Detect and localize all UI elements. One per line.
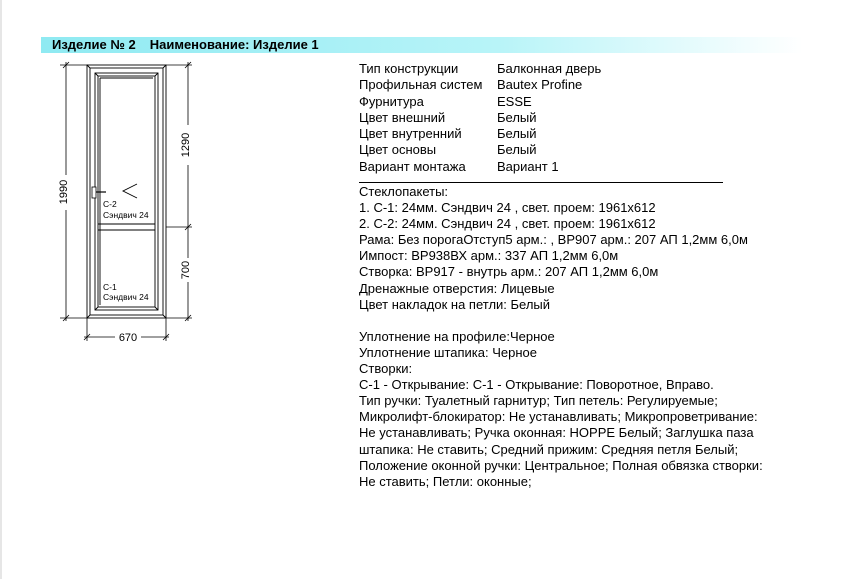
property-key: Цвет внешний bbox=[359, 109, 446, 125]
detail-line: Дренажные отверстия: Лицевые bbox=[359, 280, 555, 296]
detail-line: Створки: bbox=[359, 361, 413, 377]
property-value: ESSE bbox=[497, 93, 532, 109]
detail-line: Положение оконной ручки: Центральное; Полная обвязка створки: bbox=[359, 457, 763, 473]
detail-line: Стеклопакеты: bbox=[359, 184, 449, 199]
detail-line: Уплотнение на профиле:Черное bbox=[359, 328, 555, 344]
detail-line: Рама: Без порогаОтступ5 арм.: , ВР907 арм.: 207 АП 1,2мм 6,0м bbox=[359, 232, 748, 248]
property-row bbox=[359, 142, 601, 158]
property-row bbox=[359, 110, 601, 126]
property-row bbox=[359, 159, 601, 175]
paragraph-spacer bbox=[359, 313, 799, 329]
property-key: Вариант монтажа bbox=[359, 158, 466, 174]
dim-lower: 700 bbox=[180, 260, 192, 280]
property-value: Белый bbox=[497, 109, 537, 125]
property-row bbox=[359, 126, 601, 142]
property-key: Фурнитура bbox=[359, 93, 424, 109]
detail-line: Цвет накладок на петли: Белый bbox=[359, 296, 551, 312]
details-text bbox=[359, 184, 799, 490]
detail-line: Импост: ВР938ВХ арм.: 337 АП 1,2мм 6,0м bbox=[359, 248, 619, 264]
dim-width: 670 bbox=[118, 332, 138, 344]
dim-total-height: 1990 bbox=[58, 179, 70, 205]
detail-line: штапика: Не ставить; Средний прижим: Средняя петля Белый; bbox=[359, 441, 739, 457]
detail-line: С-1 - Открывание: С-1 - Открывание: Поворотное, Вправо. bbox=[359, 377, 714, 393]
detail-line: Микролифт-блокиратор: Не устанавливать; Микропроветривание: bbox=[359, 409, 758, 425]
properties-table bbox=[359, 61, 601, 175]
property-value: Белый bbox=[497, 142, 537, 158]
opening-direction-mark bbox=[123, 184, 137, 198]
item-number: Изделие № 2 bbox=[52, 37, 136, 52]
detail-line: Не устанавливать; Ручка оконная: HOPPE Белый; Заглушка паза bbox=[359, 425, 754, 441]
upper-panel-fill: Сэндвич 24 bbox=[103, 210, 149, 220]
property-key: Цвет основы bbox=[359, 142, 437, 158]
property-value: Вариант 1 bbox=[497, 158, 559, 174]
door-handle bbox=[92, 187, 106, 198]
property-key: Цвет внутренний bbox=[359, 126, 462, 142]
dim-upper: 1290 bbox=[180, 132, 192, 158]
detail-line: Не ставить; Петли: оконные; bbox=[359, 473, 532, 489]
lower-panel-fill: Сэндвич 24 bbox=[103, 292, 149, 302]
property-row bbox=[359, 61, 601, 77]
property-value: Балконная дверь bbox=[497, 61, 602, 76]
property-row bbox=[359, 94, 601, 110]
item-name: Наименование: Изделие 1 bbox=[149, 37, 319, 52]
detail-line: 2. С-2: 24мм. Сэндвич 24 , свет. проем: 1961x612 bbox=[359, 216, 656, 232]
property-key: Профильная систем bbox=[359, 77, 483, 93]
property-key: Тип конструкции bbox=[359, 61, 459, 76]
section-divider bbox=[359, 182, 723, 183]
detail-line: Створка: ВР917 - внутрь арм.: 207 АП 1,2мм 6,0м bbox=[359, 264, 659, 280]
detail-line: Тип ручки: Туалетный гарнитур; Тип петель: Регулируемые; bbox=[359, 393, 718, 409]
property-value: Bautex Profine bbox=[497, 77, 583, 93]
property-row bbox=[359, 77, 601, 93]
detail-line: Уплотнение штапика: Черное bbox=[359, 344, 537, 360]
door-impost bbox=[98, 224, 155, 230]
upper-panel-label: С-2 bbox=[103, 199, 117, 209]
lower-panel-label: С-1 bbox=[103, 282, 117, 292]
detail-line: 1. С-1: 24мм. Сэндвич 24 , свет. проем: 1961x612 bbox=[359, 200, 656, 216]
property-value: Белый bbox=[497, 126, 537, 142]
